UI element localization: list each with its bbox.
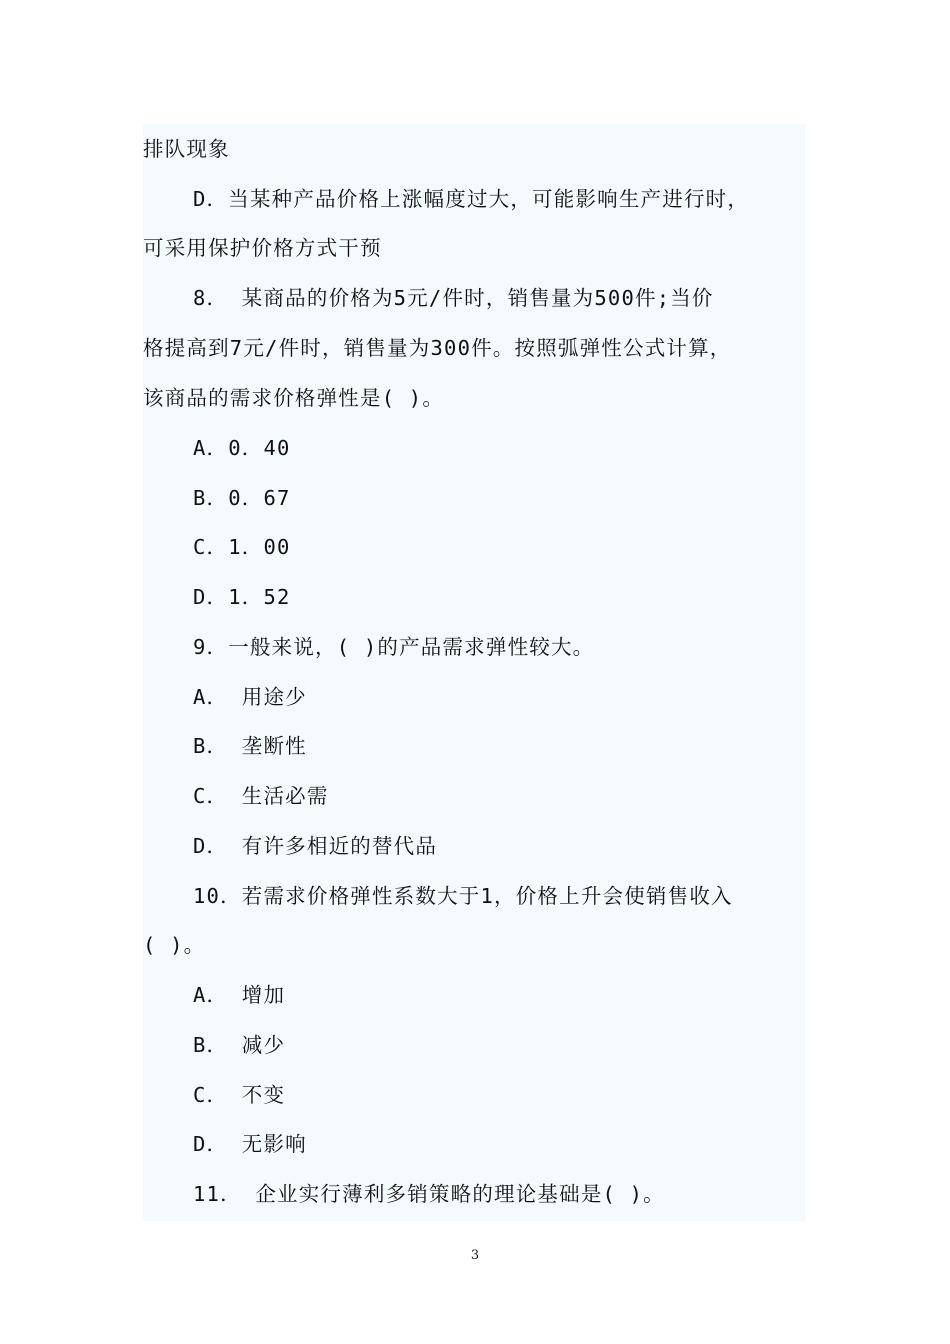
question-10: 10．若需求价格弹性系数大于1，价格上升会使销售收入 <box>193 884 733 908</box>
option-d: D． 无影响 <box>193 1132 307 1156</box>
option-b: B． 垄断性 <box>193 734 307 758</box>
text-line: ( )。 <box>143 933 206 957</box>
text-line: 排队现象 <box>143 137 230 161</box>
option-a: A． 增加 <box>193 983 286 1007</box>
page-number: 3 <box>470 1248 480 1263</box>
option-b: B．0．67 <box>193 486 291 510</box>
option-d: D．1．52 <box>193 585 291 609</box>
text-line: D．当某种产品价格上涨幅度过大，可能影响生产进行时， <box>193 187 750 211</box>
question-8: 8． 某商品的价格为5元/件时，销售量为500件;当价 <box>193 286 714 310</box>
question-11: 11． 企业实行薄利多销策略的理论基础是( )。 <box>193 1182 665 1206</box>
option-c: C． 生活必需 <box>193 784 329 808</box>
option-a: A． 用途少 <box>193 685 307 709</box>
option-c: C．1．00 <box>193 535 291 559</box>
option-a: A．0．40 <box>193 436 291 460</box>
question-9: 9．一般来说，( )的产品需求弹性较大。 <box>193 635 595 659</box>
text-line: 该商品的需求价格弹性是( )。 <box>143 386 445 410</box>
option-b: B． 减少 <box>193 1033 286 1057</box>
text-line: 可采用保护价格方式干预 <box>143 236 382 260</box>
text-line: 格提高到7元/件时，销售量为300件。按照弧弹性公式计算， <box>143 336 732 360</box>
option-d: D． 有许多相近的替代品 <box>193 834 438 858</box>
page-content <box>143 124 805 1221</box>
option-c: C． 不变 <box>193 1083 286 1107</box>
